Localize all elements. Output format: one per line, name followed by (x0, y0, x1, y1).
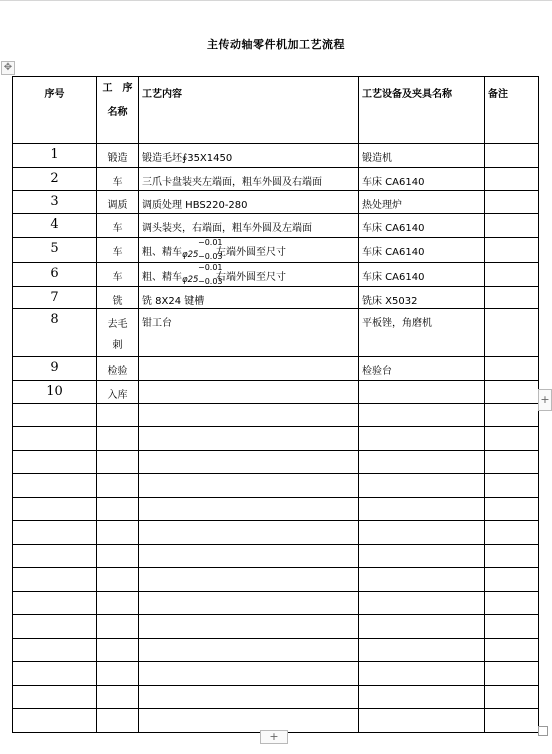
cell-content[interactable] (139, 238, 359, 263)
document-title: 主传动轴零件机加工艺流程 (207, 38, 345, 51)
empty-cell[interactable] (97, 451, 139, 474)
empty-cell[interactable] (359, 592, 485, 615)
header-content[interactable]: 工艺内容 (139, 77, 359, 144)
empty-cell[interactable] (97, 639, 139, 662)
empty-cell[interactable] (97, 404, 139, 427)
cell-equipment[interactable]: 铣床 X5032 (359, 287, 485, 309)
empty-cell[interactable] (485, 474, 539, 498)
empty-table-row (13, 662, 539, 686)
cell-name[interactable]: 调质 (97, 191, 139, 214)
cell-content[interactable] (139, 263, 359, 287)
cell-content[interactable]: 铣 8X24 键槽 (139, 287, 359, 309)
cell-notes[interactable] (485, 238, 539, 263)
cell-content[interactable]: 钳工台 (139, 309, 359, 357)
header-name-line2: 名称 (107, 107, 128, 118)
cell-notes[interactable] (485, 191, 539, 214)
empty-cell[interactable] (485, 545, 539, 568)
empty-cell[interactable] (13, 709, 97, 733)
empty-cell[interactable] (139, 521, 359, 545)
table-row (13, 287, 539, 309)
cell-seq[interactable]: 3 (13, 191, 97, 214)
page-top-border (0, 0, 552, 1)
cell-notes[interactable] (485, 144, 539, 168)
empty-cell[interactable] (97, 427, 139, 451)
empty-cell[interactable] (139, 662, 359, 686)
cell-equipment[interactable]: 检验台 (359, 357, 485, 381)
cell-content[interactable]: 锻造毛坯∮35X1450 (139, 144, 359, 168)
content-prefix: 粗、精车 (142, 272, 182, 283)
content-prefix: 粗、精车 (142, 247, 182, 258)
empty-cell[interactable] (359, 427, 485, 451)
empty-cell[interactable] (13, 474, 97, 498)
empty-cell[interactable] (139, 592, 359, 615)
empty-cell[interactable] (13, 686, 97, 709)
empty-cell[interactable] (13, 662, 97, 686)
table-row (13, 168, 539, 191)
empty-cell[interactable] (139, 686, 359, 709)
cell-seq[interactable]: 4 (13, 214, 97, 238)
cell-seq[interactable]: 10 (13, 381, 97, 404)
empty-cell[interactable] (97, 521, 139, 545)
cell-name[interactable] (97, 309, 139, 357)
cell-equipment[interactable]: 车床 CA6140 (359, 168, 485, 191)
table-move-handle-icon[interactable]: ✥ (1, 61, 15, 75)
cell-name[interactable]: 检验 (97, 357, 139, 381)
empty-cell[interactable] (139, 451, 359, 474)
table-row (13, 381, 539, 404)
cell-content[interactable]: 三爪卡盘装夹左端面，粗车外圆及右端面 (139, 168, 359, 191)
empty-cell[interactable] (485, 427, 539, 451)
empty-cell[interactable] (359, 709, 485, 733)
cell-equipment[interactable]: 车床 CA6140 (359, 263, 485, 287)
empty-table-row (13, 592, 539, 615)
empty-cell[interactable] (485, 615, 539, 639)
empty-cell[interactable] (97, 592, 139, 615)
empty-cell[interactable] (485, 404, 539, 427)
empty-cell[interactable] (359, 686, 485, 709)
empty-cell[interactable] (97, 568, 139, 592)
empty-cell[interactable] (485, 639, 539, 662)
empty-cell[interactable] (97, 474, 139, 498)
cell-notes[interactable] (485, 381, 539, 404)
empty-cell[interactable] (13, 427, 97, 451)
empty-table-row (13, 639, 539, 662)
empty-cell[interactable] (13, 404, 97, 427)
empty-cell[interactable] (359, 545, 485, 568)
table-header-row (13, 77, 539, 144)
empty-table-row (13, 709, 539, 733)
cell-equipment[interactable]: 车床 CA6140 (359, 238, 485, 263)
cell-name[interactable]: 车 (97, 214, 139, 238)
empty-cell[interactable] (97, 709, 139, 733)
table-row (13, 214, 539, 238)
diameter-tolerance (182, 238, 223, 261)
cell-name[interactable]: 车 (97, 238, 139, 263)
empty-cell[interactable] (485, 521, 539, 545)
empty-cell[interactable] (139, 404, 359, 427)
empty-cell[interactable] (139, 639, 359, 662)
cell-name-line2: 刺 (112, 340, 123, 351)
empty-cell[interactable] (139, 709, 359, 733)
empty-cell[interactable] (13, 592, 97, 615)
empty-table-row (13, 545, 539, 568)
cell-seq[interactable]: 7 (13, 287, 97, 309)
empty-cell[interactable] (97, 686, 139, 709)
cell-content[interactable]: 调头装夹，右端面，粗车外圆及左端面 (139, 214, 359, 238)
cell-notes[interactable] (485, 309, 539, 357)
empty-cell[interactable] (139, 615, 359, 639)
cell-name[interactable]: 入库 (97, 381, 139, 404)
empty-cell[interactable] (97, 662, 139, 686)
cell-content[interactable]: 调质处理 HBS220-280 (139, 191, 359, 214)
empty-cell[interactable] (359, 474, 485, 498)
cell-name[interactable]: 车 (97, 168, 139, 191)
empty-cell[interactable] (359, 639, 485, 662)
empty-cell[interactable] (13, 639, 97, 662)
header-name-line1: 工 序 (102, 83, 133, 94)
cell-equipment[interactable]: 平板锉，角磨机 (359, 309, 485, 357)
empty-cell[interactable] (359, 451, 485, 474)
cell-notes[interactable] (485, 263, 539, 287)
cell-seq[interactable]: 8 (13, 309, 97, 357)
empty-table-row (13, 404, 539, 427)
header-equipment[interactable]: 工艺设备及夹具名称 (359, 77, 485, 144)
empty-cell[interactable] (485, 686, 539, 709)
cell-notes[interactable] (485, 287, 539, 309)
add-row-button[interactable]: + (260, 730, 288, 744)
cell-seq[interactable]: 2 (13, 168, 97, 191)
empty-cell[interactable] (359, 521, 485, 545)
empty-cell[interactable] (139, 474, 359, 498)
empty-cell[interactable] (97, 545, 139, 568)
cell-equipment[interactable]: 热处理炉 (359, 191, 485, 214)
header-notes[interactable]: 备注 (485, 77, 539, 144)
empty-cell[interactable] (359, 498, 485, 521)
empty-cell[interactable] (97, 498, 139, 521)
cell-seq[interactable]: 9 (13, 357, 97, 381)
empty-cell[interactable] (359, 615, 485, 639)
table-row (13, 357, 539, 381)
tolerance-diameter: φ25 (182, 250, 199, 260)
empty-cell[interactable] (13, 545, 97, 568)
empty-cell[interactable] (13, 451, 97, 474)
empty-cell[interactable] (97, 615, 139, 639)
tolerance-lower: −0.03 (198, 277, 223, 286)
diameter-tolerance (182, 263, 223, 286)
header-name[interactable] (97, 77, 139, 144)
cell-name[interactable]: 锻造 (97, 144, 139, 168)
empty-cell[interactable] (485, 662, 539, 686)
table-row (13, 238, 539, 263)
cell-notes[interactable] (485, 357, 539, 381)
empty-cell[interactable] (13, 498, 97, 521)
empty-cell[interactable] (13, 615, 97, 639)
empty-table-row (13, 498, 539, 521)
empty-table-row (13, 427, 539, 451)
tolerance-upper: −0.01 (198, 238, 223, 247)
empty-cell[interactable] (485, 568, 539, 592)
cell-seq[interactable]: 1 (13, 144, 97, 168)
cell-name[interactable]: 车 (97, 263, 139, 287)
table-row (13, 263, 539, 287)
empty-cell[interactable] (485, 709, 539, 733)
content-suffix: 右端外圆至尺寸 (216, 272, 286, 283)
cell-notes[interactable] (485, 214, 539, 238)
tolerance-lower: −0.03 (198, 252, 223, 261)
empty-table-row (13, 615, 539, 639)
empty-cell[interactable] (139, 568, 359, 592)
empty-table-row (13, 521, 539, 545)
empty-cell[interactable] (139, 498, 359, 521)
tolerance-upper: −0.01 (198, 263, 223, 272)
cell-seq[interactable]: 5 (13, 238, 97, 263)
empty-cell[interactable] (359, 568, 485, 592)
table-row (13, 144, 539, 168)
process-table (12, 76, 539, 733)
empty-table-row (13, 686, 539, 709)
empty-table-row (13, 568, 539, 592)
table-resize-handle[interactable] (538, 726, 548, 736)
empty-table-row (13, 474, 539, 498)
cell-equipment[interactable]: 锻造机 (359, 144, 485, 168)
cell-content[interactable] (139, 357, 359, 381)
empty-cell[interactable] (359, 662, 485, 686)
empty-table-row (13, 451, 539, 474)
empty-cell[interactable] (139, 427, 359, 451)
cell-equipment[interactable] (359, 381, 485, 404)
table-row (13, 309, 539, 357)
add-column-button[interactable]: + (538, 389, 552, 411)
cell-name-line1: 去毛 (107, 319, 128, 330)
empty-cell[interactable] (359, 404, 485, 427)
content-suffix: 左端外圆至尺寸 (216, 247, 286, 258)
cell-notes[interactable] (485, 168, 539, 191)
table-row (13, 191, 539, 214)
empty-cell[interactable] (485, 498, 539, 521)
empty-cell[interactable] (13, 521, 97, 545)
tolerance-diameter: φ25 (182, 275, 199, 285)
cell-content[interactable] (139, 381, 359, 404)
empty-cell[interactable] (13, 568, 97, 592)
empty-cell[interactable] (139, 545, 359, 568)
cell-name[interactable]: 铣 (97, 287, 139, 309)
empty-cell[interactable] (485, 451, 539, 474)
header-seq[interactable]: 序号 (13, 77, 97, 144)
empty-cell[interactable] (485, 592, 539, 615)
cell-equipment[interactable]: 车床 CA6140 (359, 214, 485, 238)
cell-seq[interactable]: 6 (13, 263, 97, 287)
